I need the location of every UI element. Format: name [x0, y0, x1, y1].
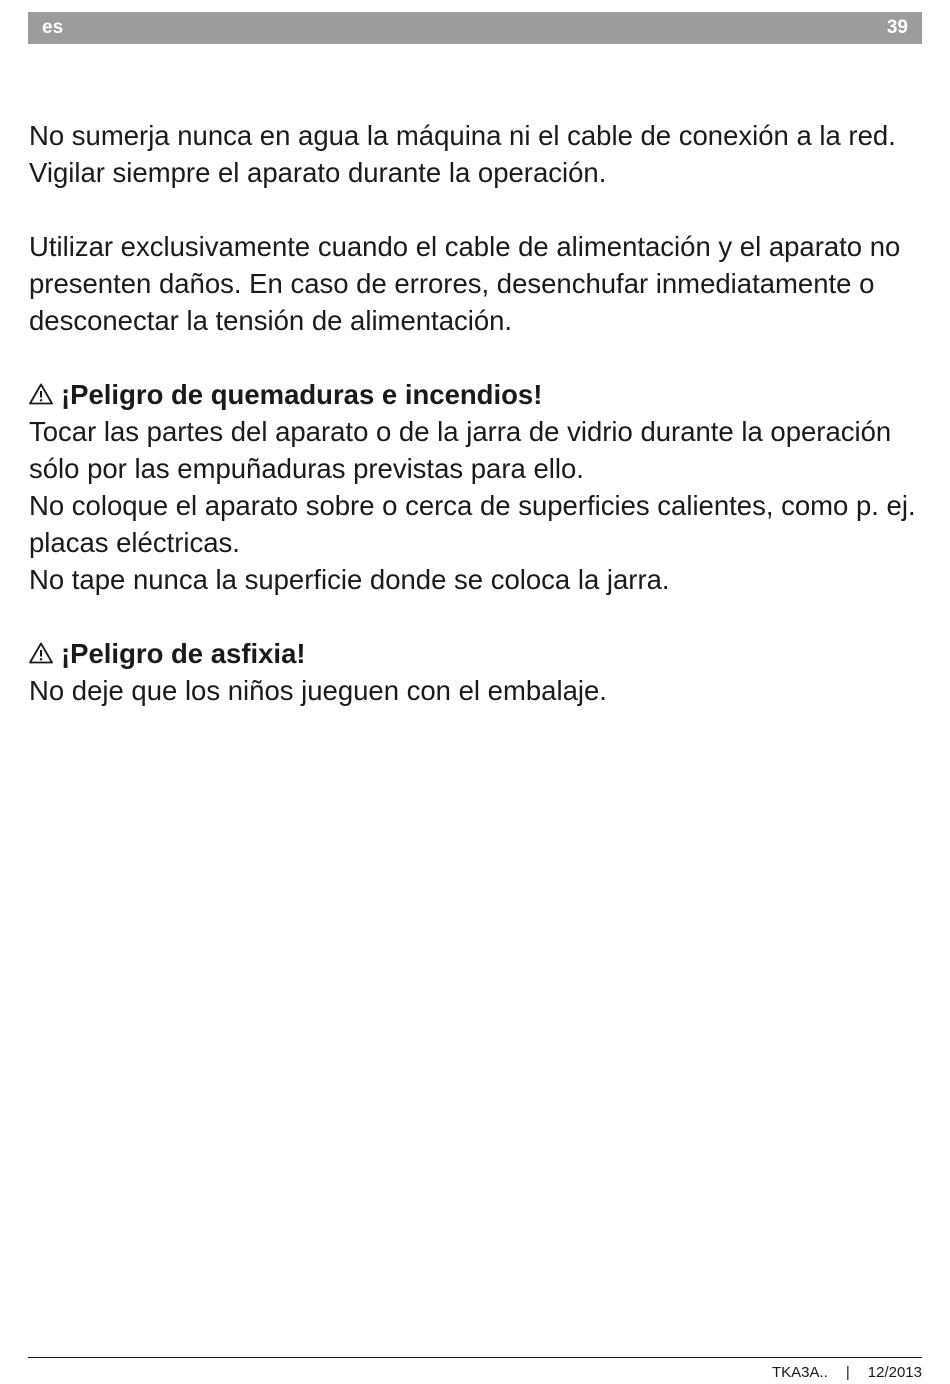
language-code: es — [42, 17, 64, 38]
page-header-bar — [28, 12, 922, 44]
warning-section-burns — [29, 376, 924, 598]
warning-section-suffocation — [29, 635, 924, 709]
warning-triangle-icon — [29, 383, 53, 405]
footer-separator: | — [845, 1364, 850, 1381]
warning-heading — [29, 635, 924, 672]
warning-line: No coloque el aparato sobre o cerca de superficies calientes, como p. ej. placas eléctricas. — [29, 490, 916, 558]
page-number: 39 — [886, 17, 908, 38]
warning-triangle-icon — [29, 642, 53, 664]
warning-title: ¡Peligro de quemaduras e incendios! — [61, 379, 543, 410]
warning-title: ¡Peligro de asfixia! — [61, 638, 306, 669]
warning-line: No deje que los niños jueguen con el embalaje. — [29, 675, 607, 706]
paragraph-water-warning: No sumerja nunca en agua la máquina ni el cable de conexión a la red. Vigilar siempre el aparato durante la operación. — [29, 120, 896, 188]
warning-line: Tocar las partes del aparato o de la jarra de vidrio durante la operación sólo por las empuñaduras previstas para ello. — [29, 416, 892, 484]
page-footer — [772, 1364, 922, 1381]
footer-date: 12/2013 — [867, 1364, 922, 1381]
page-content — [29, 117, 924, 746]
warning-heading — [29, 376, 924, 413]
paragraph-cable-damage: Utilizar exclusivamente cuando el cable de alimentación y el aparato no presenten daños. En caso de errores, desenchufar inmediatamente o desconectar la tensión de alimentación. — [29, 231, 901, 336]
footer-model: TKA3A.. — [772, 1364, 828, 1381]
footer-divider — [28, 1357, 922, 1358]
warning-line: No tape nunca la superficie donde se coloca la jarra. — [29, 564, 670, 595]
